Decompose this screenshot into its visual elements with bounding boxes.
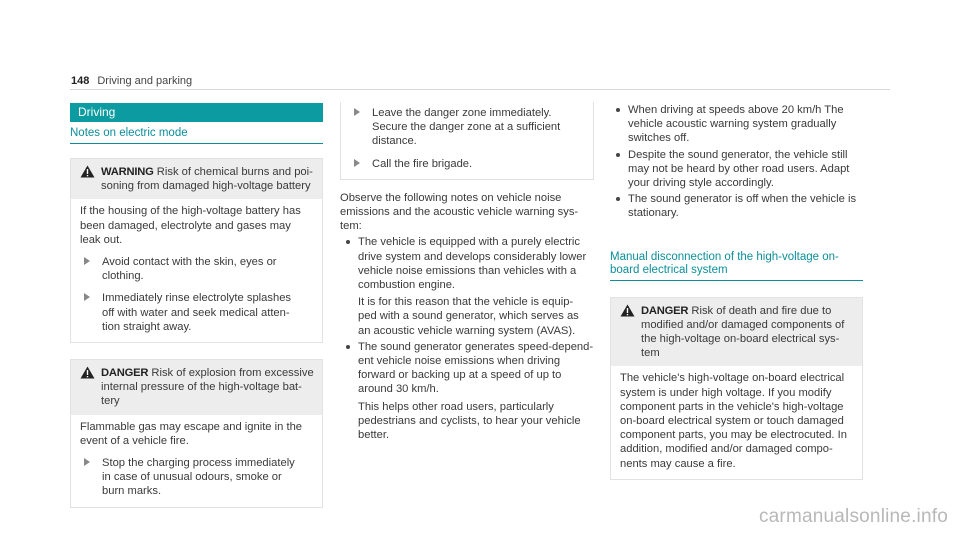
list-item [610, 148, 863, 191]
bullet-icon [616, 153, 620, 157]
text-line: It is for this reason that the vehicle is equip- [358, 296, 574, 309]
warning-triangle-icon [80, 165, 95, 178]
text-line: Avoid contact with the skin, eyes or [102, 256, 277, 269]
text-line: ent vehicle noise emissions when driving [358, 355, 561, 368]
danger-box-continued [340, 102, 594, 180]
column-2 [340, 103, 594, 442]
text-line: been damaged, electrolyte and gases may [80, 219, 291, 232]
danger-text: modified and/or damaged components of [641, 318, 845, 331]
text-line: your driving style accordingly. [628, 177, 774, 190]
text-line: better. [358, 429, 390, 442]
intro-paragraph [340, 191, 594, 234]
list-item [610, 103, 863, 146]
instruction-step [80, 456, 314, 499]
header-divider [70, 89, 890, 90]
text-line: forward or backing up at a speed of up to [358, 369, 562, 382]
text-line: Call the fire brigade. [372, 157, 473, 170]
danger-header [611, 298, 862, 367]
text-line: ped with a sound generator, which serves as [358, 310, 579, 323]
text-line: Manual disconnection of the high-voltage on- [610, 250, 839, 263]
danger-text: internal pressure of the high-voltage bat- [101, 381, 302, 394]
warning-triangle-icon [620, 304, 635, 317]
text-line: The vehicle is equipped with a purely electric [358, 236, 581, 249]
bullet-list [610, 103, 863, 221]
text-line: vehicle acoustic warning system gradually [628, 118, 837, 131]
text-line: stationary. [628, 207, 679, 220]
text-line: Stop the charging process immediately [102, 457, 295, 470]
danger-box [70, 359, 323, 508]
text-line: addition, modified and/or damaged compo- [620, 443, 833, 456]
text-line: When driving at speeds above 20 km/h The [628, 104, 844, 116]
danger-label: DANGER [101, 367, 149, 380]
text-line: The sound generator generates speed-depend- [358, 340, 594, 353]
text-line: switches off. [628, 132, 690, 145]
instruction-step [80, 255, 314, 283]
step-arrow-icon [354, 159, 360, 167]
list-item [340, 235, 594, 337]
danger-text: Risk of death and fire due to [691, 304, 832, 317]
bullet-list [340, 235, 594, 442]
text-line: Flammable gas may escape and ignite in the [80, 420, 303, 433]
text-line: tion straight away. [102, 320, 192, 333]
page-number: 148 [71, 75, 90, 87]
text-line: leak out. [80, 233, 123, 246]
column-1 [70, 103, 323, 508]
text-line: Despite the sound generator, the vehicle still [628, 148, 848, 161]
list-item-note [358, 400, 594, 443]
danger-box [610, 297, 863, 480]
text-line: component parts, you may be electrocuted. In [620, 429, 847, 442]
text-line: Leave the danger zone immediately. [372, 107, 552, 119]
danger-header [71, 360, 322, 415]
step-arrow-icon [84, 293, 90, 301]
text-line: The sound generator is off when the vehicle is [628, 193, 857, 206]
danger-text: tery [101, 395, 120, 408]
instruction-step [350, 106, 585, 149]
bullet-icon [616, 108, 620, 112]
text-line: an acoustic vehicle warning system (AVAS). [358, 324, 576, 337]
text-line: system is under high voltage. If you modify [620, 386, 832, 399]
text-line: The vehicle's high-voltage on-board electrical [620, 372, 845, 385]
page-header [71, 74, 192, 88]
list-item [340, 340, 594, 442]
bullet-icon [346, 345, 350, 349]
list-item [610, 192, 863, 220]
text-line: vehicle noise emissions than vehicles with a [358, 264, 577, 277]
danger-label: DANGER [641, 304, 689, 317]
text-line: combustion engine. [358, 279, 456, 292]
warning-text: Risk of chemical burns and poi-soning from damaged high-voltage battery [101, 166, 313, 193]
text-line: emissions and the acoustic vehicle warning sys- [340, 206, 579, 219]
warning-body [71, 199, 322, 342]
warning-header [71, 159, 322, 199]
text-line: Immediately rinse electrolyte splashes [102, 292, 292, 305]
step-arrow-icon [84, 257, 90, 265]
text-line: drive system and develops considerably lower [358, 250, 587, 263]
text-line: Secure the danger zone at a sufficient [372, 121, 561, 134]
text-line: distance. [372, 135, 417, 148]
instruction-step [80, 291, 314, 334]
text-line: Observe the following notes on vehicle noise [340, 191, 562, 204]
danger-text: tem [641, 347, 660, 360]
subsection-title: Notes on electric mode [70, 127, 323, 144]
subsection-title [610, 251, 863, 281]
column-3 [610, 103, 863, 480]
text-line: around 30 km/h. [358, 383, 439, 396]
text-line: board electrical system [610, 263, 728, 276]
bullet-icon [616, 197, 620, 201]
bullet-icon [346, 240, 350, 244]
text-line: tem: [340, 220, 362, 233]
text-line: burn marks. [102, 485, 162, 498]
text-line: in case of unusual odours, smoke or [102, 471, 282, 484]
danger-body [611, 366, 862, 478]
text-line: may not be heard by other road users. Adapt [628, 162, 850, 175]
section-title: Driving [70, 103, 323, 122]
step-arrow-icon [354, 108, 360, 116]
text-line: event of a vehicle fire. [80, 434, 189, 447]
text-line: component parts in the vehicle's high-voltage [620, 400, 844, 413]
watermark: carmanualsonline.info [758, 505, 948, 527]
step-arrow-icon [84, 458, 90, 466]
instruction-step [350, 157, 585, 171]
chapter-title: Driving and parking [97, 75, 193, 87]
warning-box [70, 158, 323, 343]
warning-triangle-icon [80, 366, 95, 379]
danger-text: Risk of explosion from excessive [151, 367, 314, 380]
text-line: pedestrians and cyclists, to hear your vehicle [358, 414, 581, 427]
text-line: This helps other road users, particularly [358, 400, 554, 413]
danger-text: the high-voltage on-board electrical sys- [641, 333, 840, 346]
danger-body [71, 415, 322, 507]
warning-paragraph [80, 204, 314, 247]
text-line: nents may cause a fire. [620, 457, 736, 470]
warning-label: WARNING [101, 166, 154, 178]
text-line: clothing. [102, 270, 144, 283]
text-line: on-board electrical system or touch damaged [620, 415, 844, 428]
list-item-note [358, 295, 594, 338]
text-line: If the housing of the high-voltage battery has [80, 205, 301, 218]
text-line: off with water and seek medical atten- [102, 306, 290, 319]
